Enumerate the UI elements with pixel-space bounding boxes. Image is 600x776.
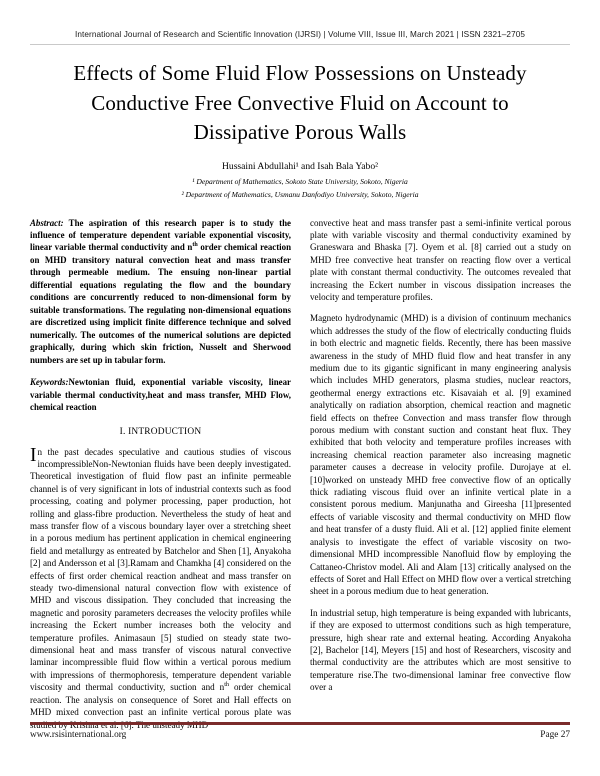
- footer-divider: [30, 722, 570, 725]
- left-column: [30, 217, 291, 740]
- right-paragraph-1: convective heat and mass transfer past a semi-infinite vertical porous plate with variable viscosity and thermal conductivity examined by Graneswara and Bhaska [7]. Oyem et al. [8] carried out a study on MHD free convective heat transfer on reacting flow over a vertical plate with constant thermal conductivity. The outcomes revealed that increasing the Eckert number in viscous dissipation increases the velocity and temperature profiles.: [310, 217, 571, 302]
- keywords-label: Keywords:: [30, 377, 69, 388]
- right-column: [310, 217, 571, 703]
- right-paragraph-2: Magneto hydrodynamic (MHD) is a division of continuum mechanics which addresses the study of the flow of electrically conducting fluids in both electric and magnetic fields. Recently, there has been massive awareness in the study of MHD fluid flow and heat transfer in any medium due to its gigantic significant in many engineering analysis which includes MHD generators, plasma studies, nuclear reactors, geothermal energy extractions etc. Kisavaiah et al. [9] examined analytically on radiation absorption, chemical reaction and magnetic field effects on thefree Convection and mass transfer flow through porous medium with constant suction and constant heat flux. They exhibited that both velocity and temperature profiles increases with increasing chemical reaction parameter also increasing magnetic parameter causes a decrease in velocity profile. Durojaye at el. [10]worked on unsteady MHD free convective flow of an optically thick radiating viscous fluid over an infinite vertical plate in a consistent porous medium. Manjunatha and Gireesha [11]presented effects of variable viscosity and thermal conductivity on MHD flow and heat transfer of a dusty fluid. Ali et al. [12] applied finite element analysis to investigate the effect of variable viscosity on two-dimensional MHD incompressible Nanofluid flow by employing the Cattaneo-Christov model. Ali and Alam [13] critically analysed on the effects of Soret and Hall Effect on MHD flow over a vertical stretching sheet in a porous medium due to heat generation.: [310, 313, 571, 597]
- drop-cap: I: [30, 444, 37, 466]
- footer-row: [30, 730, 570, 740]
- section-heading-introduction: I. INTRODUCTION: [119, 426, 202, 437]
- body-columns: [30, 217, 570, 740]
- keywords-text: Newtonian fluid, exponential variable viscosity, linear variable thermal conductivity,heat and mass transfer, MHD Flow, chemical reaction: [30, 377, 291, 413]
- right-paragraph-3: In industrial setup, high temperature is being expanded with lubricants, if they are exposed to uttermost conditions such as high temperature, pressure, high shear rate and external heating. According Anyakoha [2], Bachelor [14], Meyers [15] and host of Researchers, viscosity and thermal conductivity are the attributes which are most sensitive to temperature rise.The two-dimensional laminar free convective flow over a: [310, 607, 571, 693]
- footer-page-number: Page 27: [540, 730, 570, 740]
- abstract-paragraph: [30, 217, 291, 367]
- affiliation-2: ² Department of Mathematics, Usmanu Danfodiyo University, Sokoto, Nigeria: [181, 190, 419, 200]
- keywords-paragraph: [30, 376, 291, 413]
- page-title: Effects of Some Fluid Flow Possessions on Unsteady Conductive Free Convective Fluid on Account to Dissipative Porous Walls: [73, 60, 527, 145]
- intro-first-text: n the past decades speculative and cautious studies of viscous incompressibleNon-Newtonian fluids have been deeply investigated. Theoretical investigation of fluid flow past an infinite permeable channel is of very significant in lots of industrial contexts such as food processing, coating and polymer processing, paper production, hot rolling and glass-fibre production. Nevertheless the study of heat and mass transfer flow of a viscous boundary layer over a stretching sheet in a porous medium has pertinent application in chemical engineering field and metallurgy as entreated by Batchelor and Shen [1], Anyakoha [2] and Andersson et al [3].Ramam and Chamkha [4] considered on the effects of first order chemical reaction andheat and mass transfer on steady two-dimensional natural convection flow with existence of MHD and viscous dissipation. They concluded that increasing the magnetic and porosity parameters decreases the velocity profiles while increasing the Eckert number increases both the velocity and temperature profiles. Animasaun [5] studied on steady state two-dimensional heat and mass transfer of viscous natural convective laminar incompressible fluid flow within a vertical porous medium with impressions of thermophoresis, temperature dependent variable viscosity and thermal conductivity, suction and $n^{th}$ order chemical reaction. The analysis on consequence of Soret and Hall effects on MHD mixed convection past an infinite vertical porous plate was studied by Krishna et al. [6]. The unsteady MHD: [30, 446, 291, 730]
- abstract-label: Abstract:: [30, 217, 64, 228]
- header-divider: [30, 44, 570, 45]
- running-head: International Journal of Research and Scientific Innovation (IJRSI) | Volume VIII, Issue III, March 2021 | ISSN 2321–2705: [74, 30, 526, 39]
- abstract-text: The aspiration of this research paper is to study the influence of temperature dependent variable exponential viscosity, linear variable thermal conductivity and $n^{th}$ order chemical reaction on MHD transitory natural convection heat and mass transfer through permeable medium. The ensuing non-linear partial differential equations regulating the flow and the boundary conditions are concurrently reduced to non-dimensional form by suitable transformations. The regulating non-dimensional equations are discretized using implicit finite difference technique and solved numerically. The outcomes of the numerical solutions are depicted graphically, during which skin friction, Nusselt and Sherwood numbers are set up in tabular form.: [30, 217, 292, 365]
- page-footer: [30, 722, 570, 740]
- footer-website[interactable]: www.rsisinternational.org: [30, 730, 127, 740]
- affiliation-1: ¹ Department of Mathematics, Sokoto State University, Sokoto, Nigeria: [192, 176, 408, 186]
- intro-first-paragraph: [30, 446, 291, 731]
- authors: Hussaini Abdullahi¹ and Isah Bala Yabo²: [221, 161, 379, 173]
